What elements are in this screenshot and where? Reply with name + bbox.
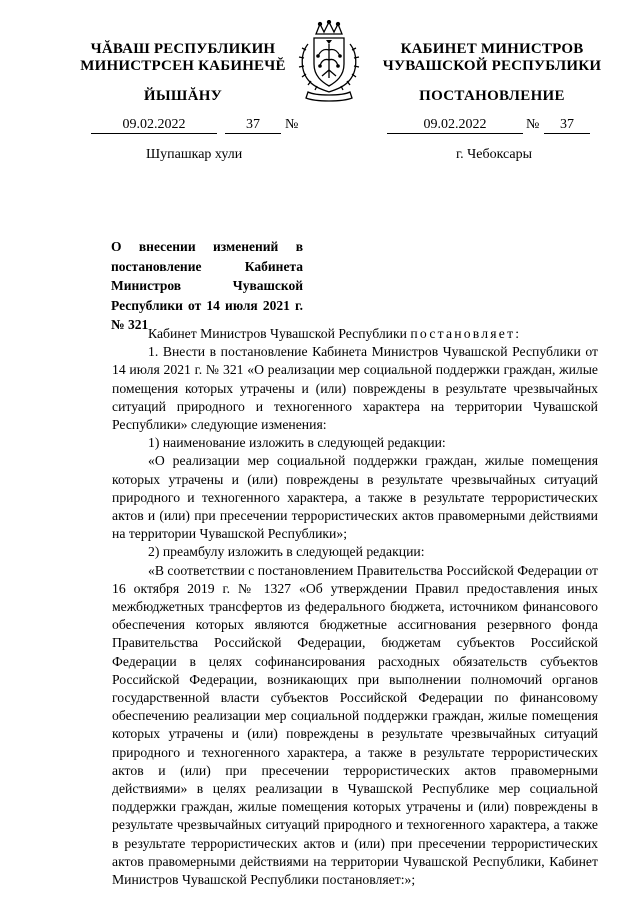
intro-verb: постановляет: — [410, 326, 522, 341]
left-doc-type: ЙЫШĂНУ — [143, 88, 223, 104]
right-title-line1: КАБИНЕТ МИНИСТРОВ — [400, 41, 584, 57]
left-number: 37 — [225, 116, 281, 134]
right-title-line2: ЧУВАШСКОЙ РЕСПУБЛИКИ — [382, 58, 602, 74]
chuvash-coat-of-arms-icon — [296, 20, 362, 102]
left-title-line2: МИНИСТРСЕН КАБИНЕЧĔ — [80, 58, 286, 74]
paragraph-4: 2) преамбулу изложить в следующей редакции: — [148, 544, 425, 560]
right-date: 09.02.2022 — [387, 116, 523, 134]
left-date: 09.02.2022 — [91, 116, 217, 134]
paragraph-5: «В соответствии с постановлением Правительства Российской Федерации от 16 октября 2019 г. № 1327 «Об утверждении Правил предоставления иных межбюджетных трансфертов из федерального бюджета, источником финансового обеспечения которых являются бюджетные ассигнования резервного фонда Правительства Российской Федерации, бюджетам субъектов Российской Федерации в целях софинансирования расходных обязательств субъектов Российской Федерации, возникающих при выполнении полномочий органов государственной власти субъектов Российской Федерации по финансовому обеспечению реализации мер социальной поддержки граждан, жилые помещения которых утрачены и (или) повреждены в результате чрезвычайных ситуаций природного и техногенного характера, а также в результате террористических актов и (или) при пресечении террористических актов правомерными действиями» в целях реализации в Чувашской Республике мер социальной поддержки граждан, жилые помещения которых утрачены и (или) повреждены в результате чрезвычайных ситуаций природного и техногенного характера, а также в результате террористических актов и (или) при пресечении террористических актов правомерными действиями на территории Чувашской Республики, Кабинет Министров Чувашской Республики постановляет:»; — [112, 562, 598, 888]
right-place: г. Чебоксары — [456, 147, 533, 162]
paragraph-1: 1. Внести в постановление Кабинета Министров Чувашской Республики от 14 июля 2021 г. № 321 «О реализации мер социальной поддержки граждан, жилые помещения которых утрачены и (или) повреждены в результате чрезвычайных ситуаций природного и техногенного характера на территории Чувашской Республики» следующие изменения: — [112, 344, 598, 433]
right-header-title — [375, 41, 609, 75]
right-doc-type: ПОСТАНОВЛЕНИЕ — [419, 88, 565, 104]
intro-text: Кабинет Министров Чувашской Республики — [148, 326, 407, 341]
paragraph-2: 1) наименование изложить в следующей редакции: — [148, 435, 446, 451]
left-place: Шупашкар хули — [146, 147, 243, 162]
right-registration — [0, 116, 640, 134]
document-body — [112, 325, 598, 889]
paragraph-3: «О реализации мер социальной поддержки граждан, жилые помещения которых утрачены и (или) повреждены в результате чрезвычайных ситуаций природного и техногенного характера, а также в результате террористических актов и (или) при пресечении террористических актов правомерными действиями на территории Чувашской Республики»; — [112, 453, 598, 542]
right-number-sign: № — [526, 117, 540, 132]
left-title-line1: ЧĂВАШ РЕСПУБЛИКИН — [90, 41, 276, 57]
right-number: 37 — [544, 116, 590, 134]
document-subject: О внесении изменений в постановление Кабинета Министров Чувашской Республики от 14 июля 2021 г. № 321 — [111, 239, 303, 332]
intro-paragraph — [112, 325, 598, 343]
left-number-sign: № — [285, 117, 299, 132]
left-header-title — [70, 41, 296, 75]
